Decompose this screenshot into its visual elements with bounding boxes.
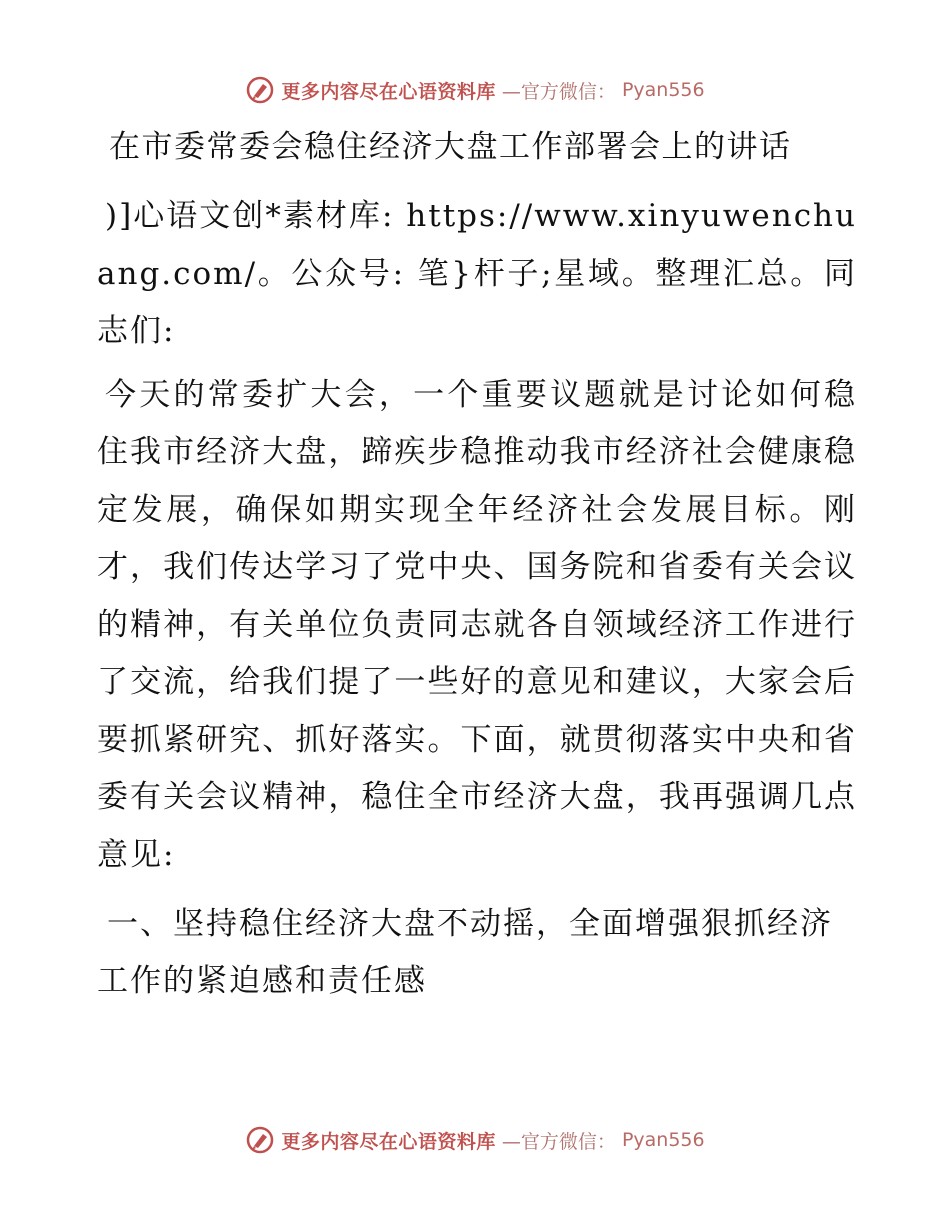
banner-main-text: 更多内容尽在心语资料库 [281, 80, 496, 103]
banner-separator: —官方微信： [501, 1130, 616, 1153]
footer-watermark-banner [0, 1120, 950, 1160]
paragraph-source-note: )]心语文创*素材库: https://www.xinyuwenchuang.com/。公众号: 笔}杆子;星域。整理汇总。同志们: [97, 198, 857, 349]
document-body [97, 122, 857, 1010]
pen-nib-circle-logo-icon [245, 1125, 275, 1155]
banner-main-text: 更多内容尽在心语资料库 [281, 1130, 496, 1153]
banner-wechat-id: Pyan556 [621, 1129, 705, 1151]
section-heading-1: 一、坚持稳住经济大盘不动摇，全面增强狠抓经济工作的紧迫感和责任感 [97, 906, 833, 999]
header-watermark-banner [0, 70, 950, 110]
banner-wechat-id: Pyan556 [621, 79, 705, 101]
pen-nib-circle-logo-icon [245, 75, 275, 105]
banner-separator: —官方微信： [501, 80, 616, 103]
paragraph-opening: 今天的常委扩大会，一个重要议题就是讨论如何稳住我市经济大盘，蹄疾步稳推动我市经济社会健康稳定发展，确保如期实现全年经济社会发展目标。刚才，我们传达学习了党中央、国务院和省委有关会议的精神，有关单位负责同志就各自领域经济工作进行了交流，给我们提了一些好的意见和建议，大家会后要抓紧研究、抓好落实。下面，就贯彻落实中央和省委有关会议精神，稳住全市经济大盘，我再强调几点意见: [97, 376, 857, 873]
document-title: 在市委常委会稳住经济大盘工作部署会上的讲话 [109, 129, 792, 165]
